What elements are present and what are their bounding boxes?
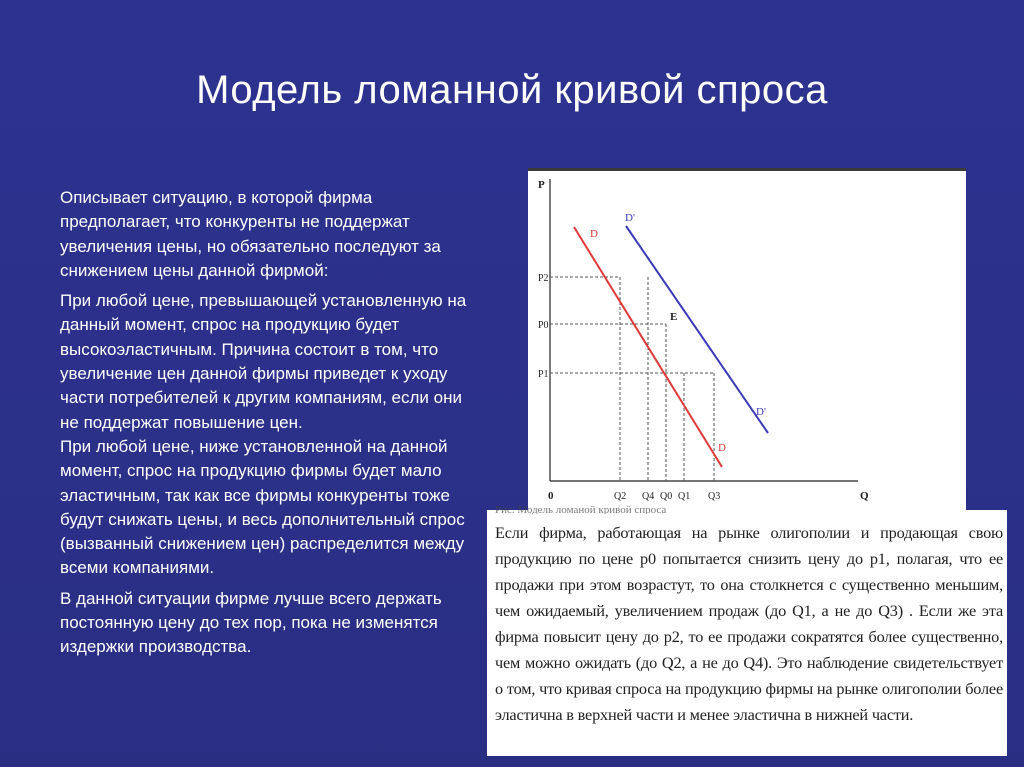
caption-cut-heading: Рис. Модель ломаной кривой спроса (495, 504, 667, 514)
label-d-prime-bottom: D' (756, 406, 766, 418)
explanation-box (487, 504, 1007, 756)
qty-label-q2: Q2 (614, 491, 627, 502)
diagram-svg (528, 171, 966, 513)
price-label-p0: P0 (538, 320, 549, 331)
qty-label-q1: Q1 (678, 491, 691, 502)
slide-title: Модель ломанной кривой спроса (196, 68, 828, 112)
price-label-p1: P1 (538, 369, 549, 380)
curve-d-prime (626, 226, 768, 433)
origin-label: 0 (548, 490, 554, 502)
label-d-bottom: D (718, 442, 726, 454)
qty-label-q3: Q3 (708, 491, 721, 502)
label-d-top: D (590, 228, 598, 240)
price-label-p2: P2 (538, 273, 549, 284)
description-text (60, 186, 470, 666)
point-e-label: E (670, 311, 678, 323)
qty-label-q4: Q4 (642, 491, 655, 502)
qty-label-q0: Q0 (660, 491, 673, 502)
curve-d (574, 227, 722, 467)
explanation-text: Если фирма, работающая на рынке олигополии и продающая свою продукцию по цене p0 попытается снизить цену до p1, полагая, что ее продажи при этом возрастут, то она столкнется с существенно меньшим, чем ожидаемый, увеличением продаж (до Q1, а не до Q3) . Если же эта фирма повысит цену до p2, то ее продажи сократятся более существенно, чем можно ожидать (до Q2, а не до Q4). Это наблюдение свидетельствует о том, что кривая спроса на продукцию фирмы на рынке олигополии более эластична в верхней части и менее эластична в нижней части. (495, 523, 1003, 724)
label-d-prime-top: D' (625, 212, 635, 224)
paragraph-conclusion: В данной ситуации фирме лучше всего держать постоянную цену до тех пор, пока не изменятся издержки производства. (60, 588, 442, 657)
paragraph-intro: Описывает ситуацию, в которой фирма предполагает, что конкуренты не поддержат увеличения цены, но обязательно последуют за снижением цены данной фирмой: (60, 188, 441, 280)
paragraph-below-price: При любой цене, ниже установленной на данной момент, спрос на продукцию фирмы будет мало эластичным, так как все фирмы конкуренты тоже будут снижать цены, и весь дополнительный спрос (вызванный снижением цен) распределится между всеми компаниями. (60, 436, 465, 578)
paragraph-above-price: При любой цене, превышающей установленную на данный момент, спрос на продукцию будет высокоэластичным. Причина состоит в том, что увеличение цен данной фирмы приведет к уходу части потребителей к другим компаниям, если они не поддержат повышение цен. (60, 291, 467, 432)
axis-label-p: P (538, 179, 545, 191)
axis-label-q: Q (860, 490, 869, 502)
kinked-demand-diagram (528, 168, 966, 513)
